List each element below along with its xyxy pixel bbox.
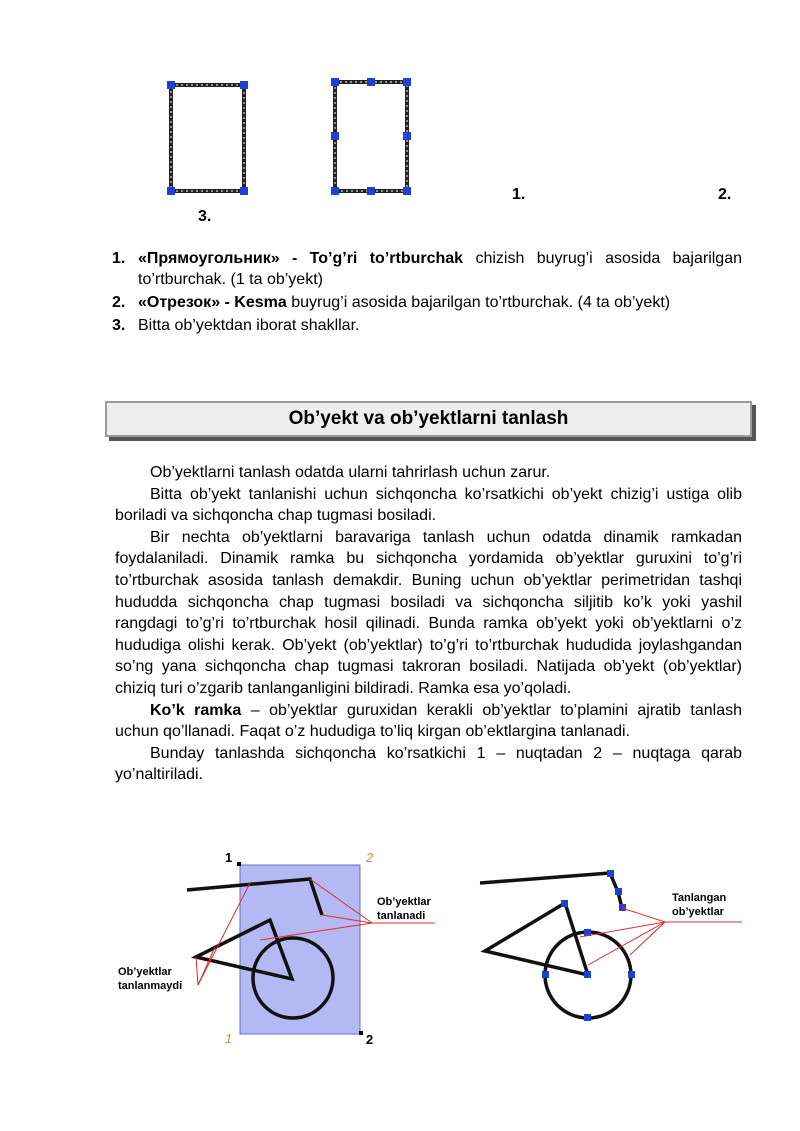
- figure-label-2: 2.: [718, 186, 732, 203]
- point-1-top: 1: [225, 850, 233, 865]
- list-item: [112, 315, 742, 336]
- list-item-text: chizish buyrug’i asosida bajarilgan to’rtburchak. (1 ta ob’yekt): [138, 250, 742, 288]
- rectangle-object: [167, 81, 248, 195]
- figure-label-3: 3.: [198, 208, 212, 225]
- section-heading: Ob’yekt va ob’yektlarni tanlash: [105, 401, 752, 437]
- segments-rectangle: [331, 78, 411, 195]
- paragraph: Ob’yektlarni tanlash odatda ularni tahrirlash uchun zarur.: [150, 464, 551, 481]
- list-item: [112, 292, 742, 313]
- list-item: [112, 248, 742, 290]
- list-item-term: «Прямоугольник» - To’g’ri to’rtburchak: [138, 250, 464, 267]
- list-number: 1.: [112, 250, 126, 267]
- paragraph: Bitta ob’yekt tanlanishi uchun sichqoncha ko’rsatkichi ob’yekt chizig’i ustiga olib boriladi va sichqoncha chap tugmasi bosiladi.: [115, 485, 742, 525]
- paragraph: Bir nechta ob’yektlarni baravariga tanlash uchun odatda dinamik ramkadan foydalaniladi. Dinamik ramka bu sichqoncha yordamida ob’yektlar guruxini to’g’ri to’rtburchak asosida tanlash demakdir. Buning uchun ob’yektlar perimetridan tashqi hududda sichqoncha chap tugmasi bosiladi va sichqoncha siljitib ko’k yoki yashil rangdagi to’g’ri to’rtburchak hosil qilinadi. Bunda ramka ob’yekt yoki ob’yektlarni o’z hududiga olishi kerak. Ob’yekt (ob’yektlar) to’g’ri to’rtburchak hududida joylashgandan so’ng yana sichqoncha chap tugmasi takroran bosiladi. Natijada ob’yekt (ob’yektlar) chiziq turi o’zgarib tanlanganligini bildiradi. Ramka esa yo’qoladi.: [115, 528, 742, 697]
- label-selected-line2: tanlanadi: [377, 910, 426, 922]
- point-2-top: 2: [366, 850, 374, 865]
- list-item-text: buyrug’i asosida bajarilgan to’rtburchak. (4 ta ob’yekt): [286, 294, 671, 311]
- label-not-selected-line2: tanlanmaydi: [118, 980, 183, 992]
- paragraph: [115, 700, 742, 743]
- list-number: 3.: [112, 317, 126, 334]
- figure-legend-list: [112, 248, 742, 338]
- selection-figure: [110, 845, 750, 1055]
- label-chosen-line1: Tanlangan: [672, 892, 727, 904]
- point-2-bottom: 2: [366, 1032, 374, 1047]
- point-1-bottom: 1: [225, 1031, 233, 1046]
- paragraph-text: – ob’yektlar guruxidan kerakli ob’yektlar to’plamini ajratib tanlash uchun qo’llanadi. Faqat o’z hududiga to’liq kirgan ob’ektlargina tanlanadi.: [115, 701, 743, 741]
- body-text: [115, 462, 742, 786]
- term-blue-frame: Ko’k ramka: [150, 701, 242, 719]
- label-selected-line1: Ob’yektlar: [377, 896, 431, 908]
- rectangles-figure: [150, 70, 440, 210]
- label-not-selected-line1: Ob’yektlar: [118, 966, 172, 978]
- list-number: 2.: [112, 294, 126, 311]
- selection-frame: [237, 862, 363, 1035]
- objects-right: [480, 873, 631, 1018]
- list-item-term: «Отрезок» - Kesma: [138, 294, 287, 311]
- list-item-text: Bitta ob’yektdan iborat shakllar.: [138, 317, 360, 334]
- label-chosen-line2: ob’yektlar: [672, 906, 724, 918]
- paragraph: Bunday tanlashda sichqoncha ko’rsatkichi 1 – nuqtadan 2 – nuqtaga qarab yo’naltiriladi.: [115, 744, 742, 784]
- figure-label-1: 1.: [512, 186, 526, 203]
